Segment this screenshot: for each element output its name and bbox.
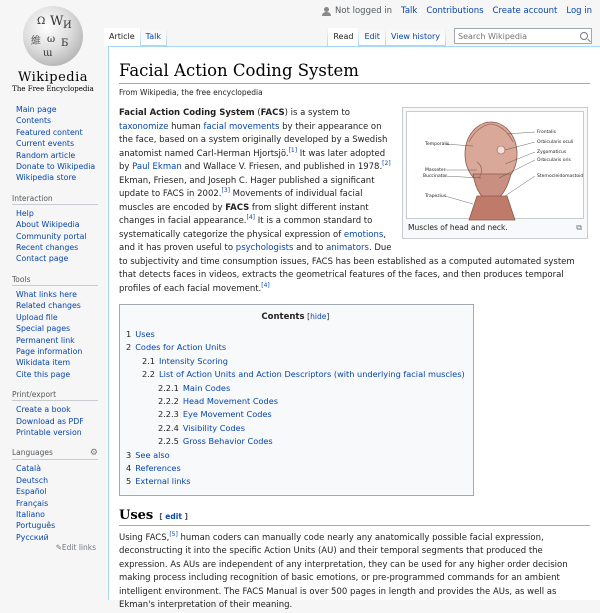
reference-2[interactable]: [2] [382, 160, 391, 168]
figure-label: Temporalis [425, 142, 450, 147]
uses-paragraph: Using FACS,[5] human coders can manually code nearly any anatomically possible facial expression, deconstructing it into the specific Action Units (AU) and their temporal segments that produced the expression. As AUs are independent of any interpretation, they can be used for any higher order decision making process including recognition of basic emotions, or pre-programmed commands for an ambient intelligent environment. The FACS Manual is over 500 pages in length and provides the AUs, as well as Ekman's interpretation of their meaning. [119, 531, 568, 611]
globe-glyph: И [63, 20, 72, 31]
toc-link[interactable]: Gross Behavior Codes [182, 436, 273, 447]
sidebar-item-help[interactable]: Help [16, 208, 34, 218]
globe-glyph: ω [47, 34, 56, 45]
toc-item[interactable] [126, 341, 465, 354]
create-account-link[interactable]: Create account [492, 6, 558, 16]
figure-label: Orbicularis oris [537, 158, 571, 163]
figure-label: Frontalis [537, 130, 556, 135]
head-muscles-illustration [407, 112, 585, 220]
toc-number: 1 [126, 329, 132, 339]
sidebar-item-download-pdf[interactable]: Download as PDF [16, 416, 84, 426]
toc-item[interactable] [126, 422, 465, 435]
sidebar-item-wikidata-item[interactable]: Wikidata item [16, 358, 71, 368]
globe-glyph: W [50, 14, 64, 29]
toc-item[interactable] [126, 408, 465, 421]
toc-number: 2.2.2 [158, 396, 179, 407]
sidebar-item-printable-version[interactable]: Printable version [16, 427, 82, 437]
toc-item[interactable] [126, 462, 465, 475]
section-edit-link[interactable]: edit [165, 511, 182, 521]
link-emotions[interactable]: emotions [343, 229, 384, 240]
sidebar-item-recent-changes[interactable]: Recent changes [16, 243, 79, 253]
figure-label: Orbicularis oculi [537, 140, 574, 145]
link-paul-ekman[interactable]: Paul Ekman [132, 162, 182, 172]
toc-number: 2.2.5 [158, 436, 179, 447]
figure-label: Sternocleidomastoid [537, 174, 584, 179]
toc-title: Contents [hide] [261, 312, 330, 322]
sidebar-item-related-changes[interactable]: Related changes [16, 301, 81, 311]
link-animators[interactable]: animators [326, 243, 369, 253]
sidebar-item-main-page[interactable]: Main page [16, 105, 57, 114]
sidebar-item-page-information[interactable]: Page information [16, 346, 83, 356]
bold-term: FACS [225, 202, 250, 213]
intro-paragraph: Facial Action Coding System (FACS) is a system to taxonomize human facial movements by their appearance on the face, based on a system originally developed by a Swedish anatomist named Carl-Herman Hjortsjö.[1] It was later adopted by Paul Ekman and Wallace V. Friesen, and published in 1978.[2] Ekman, Friesen, and Joseph C. Hager published a significant update to FACS in 2002.[3] Movements of individual facial muscles are encoded by FACS from slight different instant changes in facial appearance.[4] It is a common standard to systematically categorize the physical expression of emotions, and it has proven useful to psychologists and to animators. Due to subjectivity and time consumption issues, FACS has been established as a computed automated system that detects faces in videos, extracts the geometrical features of the faces, and then produces temporal profiles of each facial movement.[4] [119, 108, 575, 294]
toc-number: 3 [126, 449, 132, 460]
figure-label: Trapezius [425, 194, 447, 199]
tab-separator [445, 28, 446, 46]
toc-item[interactable] [126, 449, 465, 462]
sidebar-item-language-francais[interactable]: Français [16, 498, 49, 508]
toc-item[interactable] [126, 355, 465, 368]
view-tabs [327, 28, 592, 46]
figure-label: Masseter [425, 168, 446, 173]
figure-label: Buccinator [423, 174, 448, 179]
toc-link[interactable]: Main Codes [182, 382, 231, 393]
globe-glyph: 維 [31, 36, 41, 47]
toc-link[interactable]: Head Movement Codes [182, 396, 279, 407]
sidebar-item-language-italiano[interactable]: Italiano [16, 509, 45, 519]
sidebar-tools [12, 275, 104, 380]
toc-number: 2.2.1 [158, 382, 179, 393]
thumbnail-figure [402, 107, 588, 239]
site-subtitle: From Wikipedia, the free encyclopedia [119, 88, 263, 97]
tab-read[interactable]: Read [328, 28, 358, 46]
wikipedia-wordmark: Wikipedia [17, 70, 89, 85]
figure-label: Zygomaticus [537, 150, 567, 155]
sidebar-item-current-events[interactable]: Current events [16, 139, 75, 149]
personal-tools [322, 6, 592, 16]
puzzle-globe-icon [23, 6, 83, 66]
toc-link[interactable]: Uses [135, 329, 155, 339]
namespace-tabs [104, 28, 167, 46]
link-taxonomize[interactable]: taxonomize [119, 121, 169, 132]
globe-glyph: ա [43, 48, 53, 59]
toc-number: 4 [126, 463, 132, 474]
toc-number: 5 [126, 476, 132, 487]
sidebar-item-language-deutsch[interactable]: Deutsch [16, 475, 49, 485]
sidebar-item-special-pages[interactable]: Special pages [16, 324, 71, 334]
contributions-link[interactable]: Contributions [426, 6, 484, 16]
gear-icon[interactable]: ⚙ [89, 448, 98, 459]
reference-5[interactable]: [5] [169, 531, 178, 539]
toc-item[interactable] [126, 328, 465, 341]
sidebar-print-export [12, 390, 104, 438]
toc-number: 2.2.4 [158, 422, 179, 433]
toc-hide-link[interactable]: hide [310, 312, 327, 321]
sidebar-heading-tools: Tools [12, 275, 98, 286]
toc-link[interactable]: Visibility Codes [182, 422, 245, 433]
sidebar-item-create-book[interactable]: Create a book [16, 405, 71, 415]
toc-link[interactable]: Intensity Scoring [159, 355, 229, 366]
table-of-contents [119, 304, 474, 496]
thumbnail-caption [406, 219, 584, 235]
tab-separator [166, 28, 167, 46]
sidebar-item-random-article[interactable]: Random article [16, 150, 76, 160]
page-title: Facial Action Coding System [119, 61, 590, 84]
sidebar-heading-interaction: Interaction [12, 194, 98, 205]
search-box[interactable] [454, 28, 592, 44]
toc-link[interactable]: List of Action Units and Action Descriptors (with underlying facial muscles) [159, 369, 465, 380]
tab-talk[interactable]: Talk [141, 28, 166, 46]
reference-1[interactable]: [1] [288, 146, 298, 154]
reference-4[interactable]: [4] [246, 214, 256, 222]
user-icon [322, 7, 331, 16]
bold-term: Facial Action Coding System [119, 108, 255, 118]
search-icon[interactable] [580, 32, 588, 40]
toc-item[interactable] [126, 395, 465, 408]
sidebar-item-about[interactable]: About Wikipedia [16, 220, 80, 230]
tab-view-history[interactable]: View history [386, 28, 445, 46]
sidebar-heading-languages: Languages ⚙ [12, 448, 98, 459]
sidebar-item-upload-file[interactable]: Upload file [16, 312, 58, 322]
pencil-icon: ✎ [55, 543, 62, 553]
tab-article[interactable]: Article [104, 28, 140, 46]
sidebar-item-featured-content[interactable]: Featured content [16, 127, 83, 137]
toc-item[interactable] [126, 435, 465, 448]
reference-4b[interactable]: [4] [261, 281, 270, 289]
toc-item[interactable] [126, 382, 465, 395]
sidebar-item-language-russkiy[interactable]: Русский [16, 532, 49, 542]
toc-list [126, 328, 465, 489]
sidebar-languages [12, 448, 104, 552]
muscles-image[interactable] [406, 111, 584, 219]
toc-link[interactable]: References [135, 463, 181, 474]
toc-number: 2 [126, 342, 132, 353]
sidebar-item-permanent-link[interactable]: Permanent link [16, 335, 75, 345]
sidebar [0, 104, 104, 562]
user-talk-link[interactable]: Talk [401, 6, 418, 16]
sidebar-interaction [12, 194, 104, 265]
sidebar-item-donate[interactable]: Donate to Wikipedia [16, 162, 96, 172]
enlarge-icon[interactable]: ⧉ [576, 223, 582, 232]
bold-term: FACS [260, 108, 285, 118]
sidebar-navigation [12, 104, 104, 184]
caption-text: Muscles of head and neck. [408, 223, 508, 232]
toc-number: 2.2 [142, 369, 156, 380]
toc-number: 2.2.3 [158, 409, 179, 420]
globe-glyph: Ω [37, 16, 46, 27]
sidebar-heading-print-export: Print/export [12, 390, 98, 401]
sidebar-item-language-portugues[interactable]: Português [16, 521, 56, 531]
content-area [108, 46, 600, 611]
toc-link[interactable]: Eye Movement Codes [182, 409, 272, 420]
toc-item[interactable] [126, 475, 465, 488]
sidebar-item-store[interactable]: Wikipedia store [16, 173, 77, 183]
sidebar-item-contents[interactable]: Contents [16, 116, 52, 126]
edit-links[interactable]: ✎Edit links [55, 543, 96, 553]
wikipedia-tagline: The Free Encyclopedia [12, 85, 94, 93]
sidebar-item-language-espanol[interactable]: Español [16, 487, 47, 497]
toc-number: 2.1 [142, 355, 156, 366]
sidebar-item-language-catala[interactable]: Català [16, 464, 42, 474]
toc-link[interactable]: External links [135, 476, 191, 487]
sidebar-item-community-portal[interactable]: Community portal [16, 231, 87, 241]
sidebar-item-contact-page[interactable]: Contact page [16, 254, 69, 264]
globe-glyph: Б [61, 38, 69, 49]
search-input[interactable] [458, 32, 576, 41]
not-logged-in-text: Not logged in [335, 6, 393, 16]
wikipedia-logo[interactable] [10, 6, 96, 98]
tab-edit[interactable]: Edit [359, 28, 385, 46]
reference-3[interactable]: [3] [221, 187, 230, 195]
link-psychologists[interactable]: psychologists [235, 243, 294, 253]
sidebar-item-what-links-here[interactable]: What links here [16, 289, 77, 299]
link-facial-movements[interactable]: facial movements [203, 121, 280, 132]
log-in-link[interactable]: Log in [566, 6, 592, 16]
sidebar-item-cite-this-page[interactable]: Cite this page [16, 369, 71, 379]
section-heading-uses: Uses [ edit ] [119, 508, 590, 526]
toc-link[interactable]: See also [135, 449, 170, 460]
toc-link[interactable]: Codes for Action Units [135, 342, 227, 353]
toc-item[interactable] [126, 368, 465, 381]
